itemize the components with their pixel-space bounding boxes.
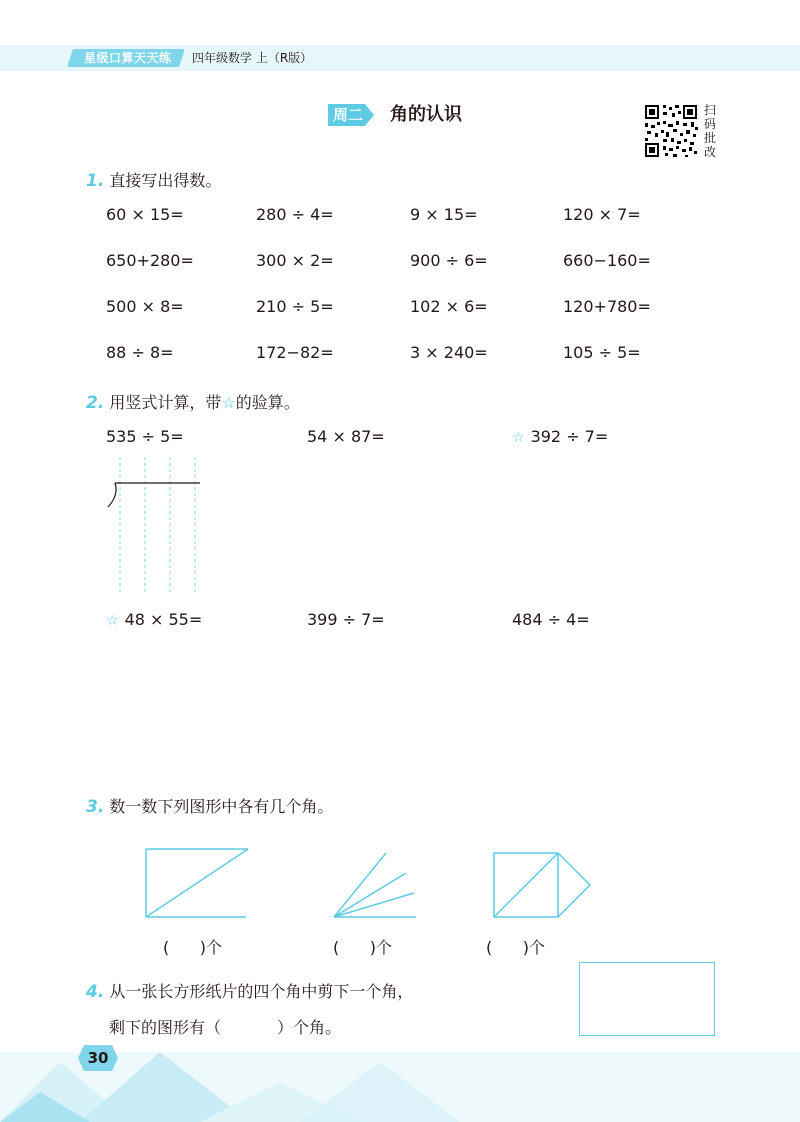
section-4-question: 剩下的图形有（ ）个角。: [109, 1018, 341, 1037]
qr-code-icon[interactable]: [643, 103, 699, 159]
star-icon: ☆: [106, 613, 119, 629]
vertical-problem: 535 ÷ 5=: [106, 427, 184, 446]
answer-blank-3[interactable]: ( )个: [486, 938, 546, 957]
problem: 9 × 15=: [410, 205, 478, 224]
problem: 660−160=: [563, 251, 651, 270]
problem: 105 ÷ 5=: [563, 343, 641, 362]
problem: 88 ÷ 8=: [106, 343, 174, 362]
problem: 120+780=: [563, 297, 651, 316]
qr-scan-label: 扫 码 批 改: [703, 103, 716, 159]
problem: 3 × 240=: [410, 343, 488, 362]
vertical-problem: ☆ 392 ÷ 7=: [512, 427, 609, 446]
rectangle-figure: [579, 962, 715, 1036]
long-division-guide: [100, 455, 210, 595]
star-icon: ☆: [221, 393, 236, 412]
vertical-problem: 484 ÷ 4=: [512, 610, 590, 629]
day-label: 周二: [333, 106, 364, 124]
answer-blank-2[interactable]: ( )个: [333, 938, 393, 957]
figure-2-rays: [330, 845, 430, 925]
page-title: 角的认识: [390, 104, 462, 125]
brand-title: 星级口算天天练: [84, 51, 172, 65]
section-1-heading: 1. 直接写出得数。: [86, 171, 222, 191]
answer-blank-1[interactable]: ( )个: [163, 938, 223, 957]
section-2-heading: 2. 用竖式计算，带☆的验算。: [86, 393, 300, 413]
vertical-problem: 399 ÷ 7=: [307, 610, 385, 629]
section-3-heading: 3. 数一数下列图形中各有几个角。: [86, 797, 334, 817]
vertical-problem: 54 × 87=: [307, 427, 385, 446]
problem: 172−82=: [256, 343, 334, 362]
problem: 60 × 15=: [106, 205, 184, 224]
star-icon: ☆: [512, 430, 525, 446]
section-4-heading: 4. 从一张长方形纸片的四个角中剪下一个角，: [86, 982, 414, 1002]
page-number: 30: [87, 1049, 109, 1067]
problem: 500 × 8=: [106, 297, 184, 316]
figure-3-square-triangle: [488, 845, 598, 925]
footer-decoration: [0, 1052, 800, 1122]
figure-1-quadrilateral: [140, 845, 260, 925]
vertical-problem: ☆ 48 × 55=: [106, 610, 203, 629]
book-subtitle: 四年级数学 上（R版）: [192, 51, 313, 65]
problem: 900 ÷ 6=: [410, 251, 488, 270]
problem: 210 ÷ 5=: [256, 297, 334, 316]
problem: 300 × 2=: [256, 251, 334, 270]
problem: 650+280=: [106, 251, 194, 270]
problem: 280 ÷ 4=: [256, 205, 334, 224]
problem: 102 × 6=: [410, 297, 488, 316]
problem: 120 × 7=: [563, 205, 641, 224]
